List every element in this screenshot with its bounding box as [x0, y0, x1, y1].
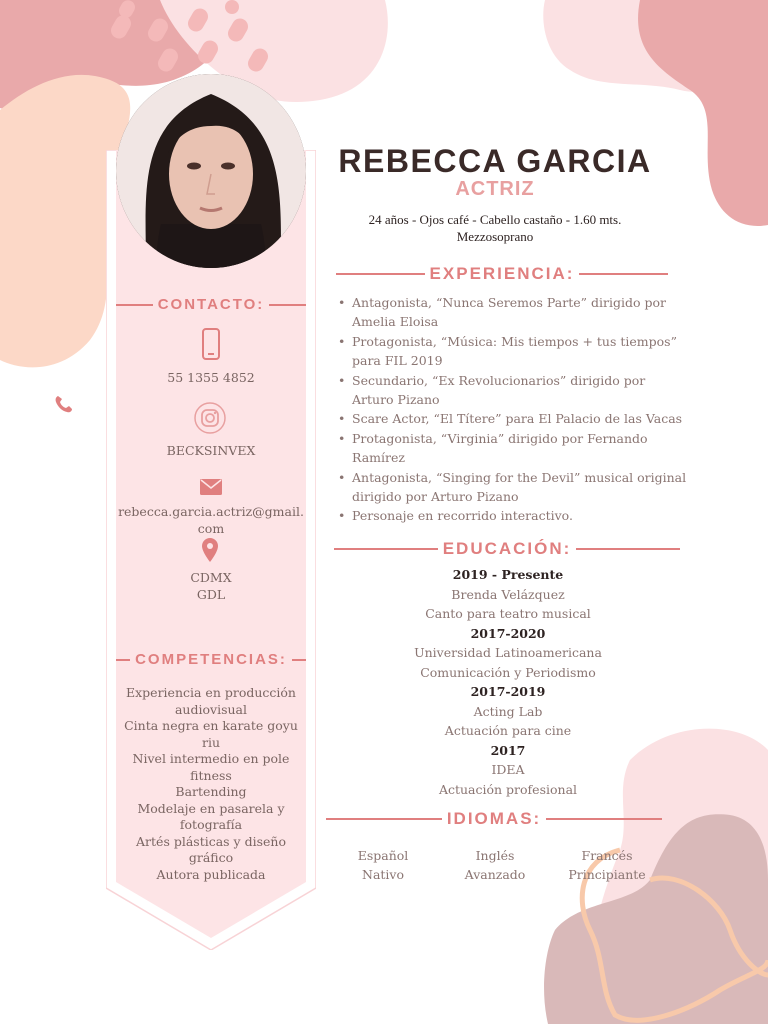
skill-item: fitness [190, 767, 232, 783]
experience-item: • Scare Actor, “El Títere” para El Palacio de las Vacas [338, 409, 688, 428]
education-years: 2019 - Presente [452, 567, 564, 582]
education-list [338, 565, 678, 799]
contact-phone: 55 1355 4852 [167, 370, 255, 385]
education-years: 2017 [490, 742, 526, 758]
skill-item: audiovisual [174, 701, 247, 717]
skills-heading: COMPETENCIAS: [116, 651, 306, 668]
contact-instagram: BECKSINVEX [166, 443, 256, 458]
skill-item: riu [201, 734, 221, 750]
education-years: 2017-2019 [470, 684, 546, 699]
contact-email: rebecca.garcia.actriz@gmail. com [118, 504, 304, 536]
skill-item: Cinta negra en karate goyu [124, 718, 298, 733]
contact-location: CDMX GDL [190, 570, 232, 602]
education-school: Acting Lab [473, 703, 543, 719]
language-item: Francés Principiante [568, 848, 646, 882]
experience-heading: EXPERIENCIA: [336, 264, 668, 284]
contact-heading: CONTACTO: [116, 296, 306, 313]
profile-summary: 24 años - Ojos café - Cabello castaño - 1.60 mts. Mezzosoprano [368, 212, 622, 244]
education-program: Actuación profesional [438, 781, 578, 797]
language-item: Español Nativo [357, 848, 409, 882]
profile-photo [116, 74, 306, 268]
skill-item: Experiencia en producción [126, 685, 296, 700]
candidate-name: REBECCA GARCIA [338, 143, 652, 179]
candidate-role: ACTRIZ [455, 178, 535, 200]
phone-handset-icon [55, 395, 73, 413]
education-years: 2017-2020 [470, 625, 546, 641]
skill-item: Modelaje en pasarela y [137, 800, 285, 816]
experience-item: • Secundario, “Ex Revolucionarios” dirigido por Arturo Pizano [338, 371, 688, 410]
skill-item: Autora publicada [156, 866, 266, 882]
education-program: Actuación para cine [444, 723, 572, 738]
skills-list [116, 685, 306, 883]
experience-item: • Antagonista, “Singing for the Devil” musical original dirigido por Arturo Pizano [338, 468, 688, 507]
skill-item: Nivel intermedio en pole [132, 751, 290, 766]
education-program: Canto para teatro musical [425, 606, 591, 621]
skill-item: fotografía [179, 817, 243, 832]
experience-item: • Antagonista, “Nunca Seremos Parte” dirigido por Amelia Eloisa [338, 293, 688, 332]
education-program: Comunicación y Periodismo [420, 664, 596, 680]
experience-item: • Protagonista, “Música: Mis tiempos + tus tiempos” para FIL 2019 [338, 332, 688, 371]
education-school: IDEA [491, 762, 525, 777]
phone-icon [202, 328, 220, 360]
languages-heading: IDIOMAS: [326, 809, 662, 829]
email-icon [200, 479, 222, 495]
location-pin-icon [202, 538, 218, 562]
experience-item: • Protagonista, “Virginia” dirigido por Fernando Ramírez [338, 429, 688, 468]
education-school: Universidad Latinoamericana [414, 645, 602, 660]
education-school: Brenda Velázquez [451, 586, 565, 602]
education-heading: EDUCACIÓN: [334, 539, 680, 559]
language-item: Inglés Avanzado [464, 848, 526, 882]
experience-item: • Personaje en recorrido interactivo. [338, 506, 688, 525]
instagram-icon [194, 402, 226, 434]
skill-item: Artés plásticas y diseño [136, 833, 286, 849]
skill-item: gráfico [188, 850, 234, 865]
skill-item: Bartending [175, 784, 247, 799]
experience-list [338, 293, 688, 526]
